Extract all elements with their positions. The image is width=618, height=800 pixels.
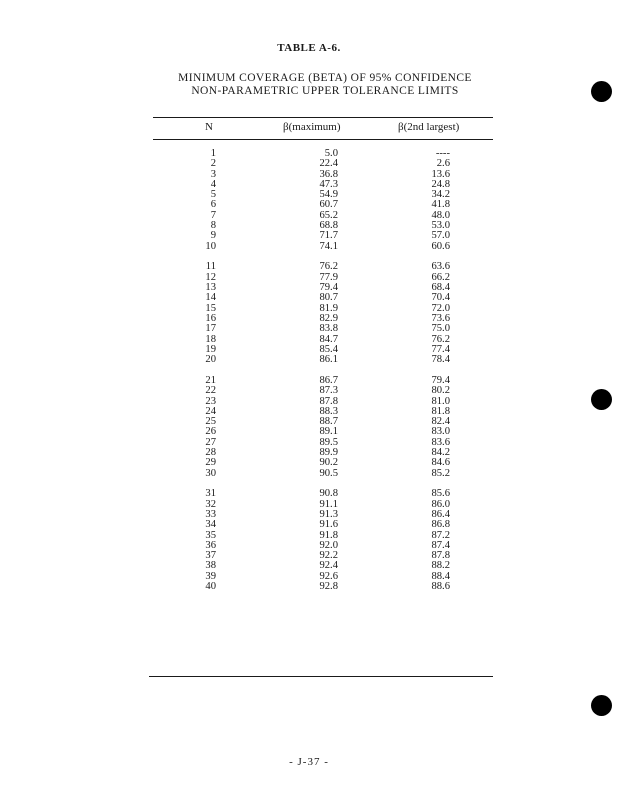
table-row-group <box>0 262 618 365</box>
cell-n: 32 <box>205 498 216 510</box>
cell-beta-2nd-largest: 83.0 <box>431 426 450 438</box>
cell-n: 25 <box>205 416 216 428</box>
cell-beta-maximum: 74.1 <box>319 240 338 252</box>
table-row <box>0 324 618 334</box>
table-row <box>0 200 618 210</box>
cell-beta-maximum: 36.8 <box>319 168 338 180</box>
cell-n: 36 <box>205 539 216 551</box>
cell-beta-maximum: 85.4 <box>319 343 338 355</box>
table-row <box>0 262 618 272</box>
cell-beta-2nd-largest: 77.4 <box>431 343 450 355</box>
punch-hole <box>591 81 612 102</box>
cell-beta-maximum: 86.1 <box>319 354 338 366</box>
cell-beta-maximum: 83.8 <box>319 323 338 335</box>
cell-beta-2nd-largest: 82.4 <box>431 416 450 428</box>
cell-beta-maximum: 76.2 <box>319 261 338 273</box>
table-row <box>0 407 618 417</box>
cell-beta-maximum: 5.0 <box>324 148 338 159</box>
cell-beta-maximum: 54.9 <box>319 189 338 201</box>
cell-n: 35 <box>205 529 216 541</box>
cell-n: 1 <box>210 148 216 159</box>
table-row <box>0 283 618 293</box>
cell-beta-2nd-largest: 88.4 <box>431 570 450 582</box>
table-body <box>0 149 618 603</box>
cell-beta-2nd-largest: 84.6 <box>431 457 450 469</box>
cell-beta-2nd-largest: 75.0 <box>431 323 450 335</box>
cell-n: 37 <box>205 550 216 562</box>
table-row <box>0 159 618 169</box>
cell-beta-maximum: 92.2 <box>319 550 338 562</box>
table-subtitle <box>150 72 500 98</box>
cell-beta-maximum: 88.3 <box>319 405 338 417</box>
cell-n: 38 <box>205 560 216 572</box>
table-row <box>0 541 618 551</box>
table-row <box>0 551 618 561</box>
cell-beta-2nd-largest: 72.0 <box>431 302 450 314</box>
cell-beta-2nd-largest: 87.8 <box>431 550 450 562</box>
cell-beta-maximum: 92.4 <box>319 560 338 572</box>
table-row <box>0 190 618 200</box>
cell-beta-2nd-largest: 48.0 <box>431 209 450 221</box>
cell-beta-maximum: 68.8 <box>319 220 338 232</box>
cell-n: 16 <box>205 312 216 324</box>
cell-beta-2nd-largest: 2.6 <box>436 158 450 170</box>
table-row <box>0 221 618 231</box>
cell-beta-2nd-largest: ---- <box>435 148 450 159</box>
table-row <box>0 355 618 365</box>
table-row <box>0 469 618 479</box>
cell-beta-2nd-largest: 87.2 <box>431 529 450 541</box>
table-row <box>0 293 618 303</box>
cell-n: 40 <box>205 581 216 593</box>
cell-beta-2nd-largest: 84.2 <box>431 447 450 459</box>
cell-beta-maximum: 87.8 <box>319 395 338 407</box>
cell-n: 21 <box>205 374 216 386</box>
cell-beta-maximum: 65.2 <box>319 209 338 221</box>
cell-n: 9 <box>210 230 216 242</box>
table-row <box>0 438 618 448</box>
cell-beta-maximum: 82.9 <box>319 312 338 324</box>
cell-n: 5 <box>210 189 216 201</box>
cell-n: 26 <box>205 426 216 438</box>
cell-beta-maximum: 77.9 <box>319 271 338 283</box>
cell-n: 15 <box>205 302 216 314</box>
table-row <box>0 572 618 582</box>
table-row <box>0 149 618 159</box>
cell-beta-2nd-largest: 86.4 <box>431 509 450 520</box>
cell-beta-maximum: 81.9 <box>319 302 338 314</box>
cell-beta-maximum: 80.7 <box>319 292 338 304</box>
cell-beta-maximum: 87.3 <box>319 385 338 397</box>
cell-n: 33 <box>205 509 216 520</box>
table-title: TABLE A-6. <box>277 42 341 54</box>
table-row-group <box>0 489 618 592</box>
table-row <box>0 417 618 427</box>
cell-beta-2nd-largest: 73.6 <box>431 312 450 324</box>
cell-beta-2nd-largest: 60.6 <box>431 240 450 252</box>
cell-n: 11 <box>205 261 216 273</box>
table-row <box>0 520 618 530</box>
cell-beta-2nd-largest: 78.4 <box>431 354 450 366</box>
cell-n: 27 <box>205 436 216 448</box>
cell-beta-maximum: 92.8 <box>319 581 338 593</box>
cell-n: 20 <box>205 354 216 366</box>
table-row <box>0 500 618 510</box>
table-row <box>0 531 618 541</box>
cell-n: 8 <box>210 220 216 232</box>
cell-beta-maximum: 92.6 <box>319 570 338 582</box>
cell-beta-2nd-largest: 81.0 <box>431 395 450 407</box>
table-header-rule <box>153 139 493 140</box>
table-row <box>0 458 618 468</box>
cell-n: 12 <box>205 271 216 283</box>
table-top-rule <box>153 117 493 118</box>
table-row <box>0 211 618 221</box>
table-row <box>0 397 618 407</box>
page-number: - J-37 - <box>289 756 329 768</box>
cell-beta-2nd-largest: 85.6 <box>431 488 450 500</box>
cell-beta-2nd-largest: 53.0 <box>431 220 450 232</box>
cell-n: 14 <box>205 292 216 304</box>
cell-beta-maximum: 89.9 <box>319 447 338 459</box>
column-header-beta-2nd-largest: β(2nd largest) <box>398 121 460 133</box>
cell-beta-maximum: 91.1 <box>319 498 338 510</box>
cell-beta-2nd-largest: 76.2 <box>431 333 450 345</box>
cell-beta-maximum: 90.2 <box>319 457 338 469</box>
cell-n: 4 <box>210 178 216 190</box>
cell-beta-maximum: 90.8 <box>319 488 338 500</box>
column-header-beta-maximum: β(maximum) <box>283 121 341 133</box>
punch-hole <box>591 695 612 716</box>
cell-beta-maximum: 91.8 <box>319 529 338 541</box>
cell-beta-2nd-largest: 86.0 <box>431 498 450 510</box>
table-row <box>0 304 618 314</box>
cell-beta-maximum: 60.7 <box>319 199 338 211</box>
cell-n: 18 <box>205 333 216 345</box>
table-row <box>0 242 618 252</box>
cell-beta-2nd-largest: 63.6 <box>431 261 450 273</box>
cell-n: 30 <box>205 467 216 479</box>
table-row <box>0 448 618 458</box>
subtitle-line: MINIMUM COVERAGE (BETA) OF 95% CONFIDENCE <box>178 72 472 84</box>
cell-n: 22 <box>205 385 216 397</box>
cell-beta-maximum: 92.0 <box>319 539 338 551</box>
cell-n: 29 <box>205 457 216 469</box>
cell-beta-maximum: 86.7 <box>319 374 338 386</box>
table-row <box>0 510 618 520</box>
cell-n: 39 <box>205 570 216 582</box>
cell-beta-maximum: 88.7 <box>319 416 338 428</box>
cell-n: 17 <box>205 323 216 335</box>
column-header-n: N <box>205 121 213 133</box>
cell-n: 13 <box>205 282 216 294</box>
cell-beta-maximum: 89.5 <box>319 436 338 448</box>
cell-beta-maximum: 22.4 <box>319 158 338 170</box>
cell-n: 3 <box>210 168 216 180</box>
table-row <box>0 273 618 283</box>
cell-beta-maximum: 89.1 <box>319 426 338 438</box>
table-row-group <box>0 149 618 252</box>
cell-n: 23 <box>205 395 216 407</box>
table-row <box>0 376 618 386</box>
cell-beta-maximum: 84.7 <box>319 333 338 345</box>
punch-hole <box>591 389 612 410</box>
table-row <box>0 489 618 499</box>
cell-beta-2nd-largest: 85.2 <box>431 467 450 479</box>
subtitle-line: NON-PARAMETRIC UPPER TOLERANCE LIMITS <box>191 85 459 97</box>
cell-n: 28 <box>205 447 216 459</box>
cell-beta-2nd-largest: 70.4 <box>431 292 450 304</box>
cell-beta-2nd-largest: 66.2 <box>431 271 450 283</box>
cell-n: 2 <box>210 158 216 170</box>
cell-n: 34 <box>205 519 216 531</box>
table-row-group <box>0 376 618 479</box>
table-row <box>0 386 618 396</box>
cell-n: 7 <box>210 209 216 221</box>
cell-beta-2nd-largest: 41.8 <box>431 199 450 211</box>
cell-n: 31 <box>205 488 216 500</box>
cell-beta-2nd-largest: 57.0 <box>431 230 450 242</box>
table-row <box>0 427 618 437</box>
table-bottom-rule <box>149 676 493 677</box>
cell-beta-2nd-largest: 87.4 <box>431 539 450 551</box>
cell-n: 6 <box>210 199 216 211</box>
cell-n: 10 <box>205 240 216 252</box>
table-row <box>0 561 618 571</box>
cell-beta-2nd-largest: 80.2 <box>431 385 450 397</box>
cell-beta-maximum: 91.3 <box>319 509 338 520</box>
cell-beta-maximum: 90.5 <box>319 467 338 479</box>
table-row <box>0 335 618 345</box>
cell-beta-2nd-largest: 24.8 <box>431 178 450 190</box>
cell-beta-2nd-largest: 88.6 <box>431 581 450 593</box>
cell-beta-2nd-largest: 79.4 <box>431 374 450 386</box>
cell-beta-2nd-largest: 34.2 <box>431 189 450 201</box>
cell-beta-maximum: 91.6 <box>319 519 338 531</box>
cell-beta-maximum: 79.4 <box>319 282 338 294</box>
cell-beta-2nd-largest: 88.2 <box>431 560 450 572</box>
cell-beta-2nd-largest: 86.8 <box>431 519 450 531</box>
cell-beta-2nd-largest: 13.6 <box>431 168 450 180</box>
table-row <box>0 582 618 592</box>
cell-beta-maximum: 47.3 <box>319 178 338 190</box>
table-row <box>0 231 618 241</box>
cell-n: 24 <box>205 405 216 417</box>
cell-beta-2nd-largest: 68.4 <box>431 282 450 294</box>
table-row <box>0 180 618 190</box>
table-row <box>0 314 618 324</box>
cell-n: 19 <box>205 343 216 355</box>
table-row <box>0 170 618 180</box>
table-row <box>0 345 618 355</box>
cell-beta-2nd-largest: 81.8 <box>431 405 450 417</box>
cell-beta-2nd-largest: 83.6 <box>431 436 450 448</box>
cell-beta-maximum: 71.7 <box>319 230 338 242</box>
